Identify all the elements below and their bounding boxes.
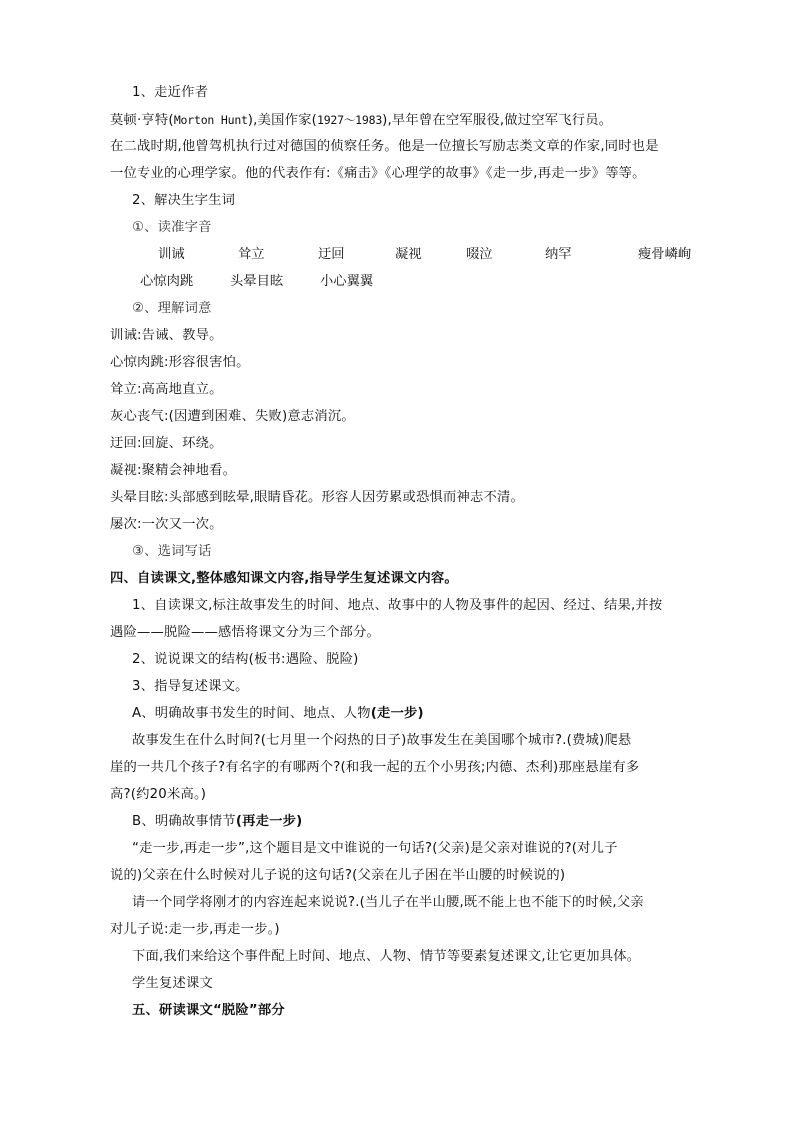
author-paragraph-line1 — [110, 111, 612, 130]
section-heading: 四、自读课文,整体感知课文内容,指导学生复述课文内容。 — [110, 571, 458, 586]
paragraph-line: 故事发生在什么时间?(七月里一个闷热的日子)故事发生在美国哪个城市?.(费城)爬悬 — [132, 733, 632, 748]
vocab-word: 小心翼翼 — [320, 274, 374, 289]
definition-line: 屡次:一次又一次。 — [110, 517, 223, 532]
point-a-heading — [132, 705, 424, 723]
section-title: 2、解决生字生词 — [132, 193, 236, 208]
vocab-word: 训诫 — [158, 247, 185, 262]
definition-line: 迂回:回旋、环绕。 — [110, 436, 223, 451]
vocab-word: 迂回 — [318, 247, 345, 262]
definition-line: 耸立:高高地直立。 — [110, 382, 223, 397]
vocab-word: 耸立 — [238, 247, 265, 262]
paragraph-line: 2、说说课文的结构(板书:遇险、脱险) — [132, 652, 359, 667]
definition-line: 灰心丧气:(因遭到困难、失败)意志消沉。 — [110, 409, 355, 424]
vocab-word: 心惊肉跳 — [140, 274, 194, 289]
text: A、明确故事书发生的时间、地点、人物 — [132, 706, 371, 721]
paragraph-line: 高?(约20米高。) — [110, 787, 207, 802]
paragraph-line: 下面,我们来给这个事件配上时间、地点、人物、情节等要素复述课文,让它更加具体。 — [132, 949, 641, 964]
vocab-word: 凝视 — [395, 247, 422, 262]
text: ),美国作家( — [247, 113, 317, 128]
paragraph-line: 崖的一共几个孩子?有名字的有哪两个?(和我一起的五个小男孩;内德、杰利)那座悬崖有多 — [110, 760, 640, 775]
paragraph-line: 遇险——脱险——感悟将课文分为三个部分。 — [110, 625, 380, 640]
text: 莫顿·亨特( — [110, 113, 174, 128]
author-years: 1927～1983 — [316, 113, 383, 127]
definition-line: 心惊肉跳:形容很害怕。 — [110, 355, 250, 370]
author-latin-name: Morton Hunt — [173, 113, 248, 127]
vocab-word: 啜泣 — [466, 247, 493, 262]
subsection-title: ③、选词写话 — [132, 544, 212, 559]
text: B、明确故事情节 — [132, 814, 236, 829]
paragraph-line: 1、自读课文,标注故事发生的时间、地点、故事中的人物及事件的起因、经过、结果,并按 — [132, 598, 663, 613]
author-paragraph-line2: 在二战时期,他曾驾机执行过对德国的侦察任务。他是一位擅长写励志类文章的作家,同时也是 — [110, 139, 659, 154]
paragraph-line: “走一步,再走一步”,这个题目是文中谁说的一句话?(父亲)是父亲对谁说的?(对儿子 — [132, 841, 618, 856]
paragraph-line: 说的)父亲在什么时候对儿子说的这句话?(父亲在儿子困在半山腰的时候说的) — [110, 868, 566, 883]
vocab-word: 头晕目眩 — [230, 274, 284, 289]
paragraph-line: 3、指导复述课文。 — [132, 679, 249, 694]
definition-line: 凝视:聚精会神地看。 — [110, 463, 237, 478]
section-heading: 五、研读课文“脱险”部分 — [132, 1003, 285, 1018]
subsection-title: ②、理解词意 — [132, 301, 212, 316]
vocab-word: 纳罕 — [545, 247, 572, 262]
section-title: 1、走近作者 — [132, 85, 209, 100]
bold-text: (再走一步) — [235, 814, 303, 829]
subsection-title: ①、读准字音 — [132, 220, 212, 235]
author-paragraph-line3: 一位专业的心理学家。他的代表作有:《痛击》《心理学的故事》《走一步,再走一步》等等。 — [110, 166, 646, 181]
definition-line: 头晕目眩:头部感到眩晕,眼睛昏花。形容人因劳累或恐惧而神志不清。 — [110, 490, 525, 505]
definition-line: 训诫:告诫、教导。 — [110, 328, 223, 343]
paragraph-line: 请一个同学将刚才的内容连起来说说?.(当儿子在半山腰,既不能上也不能下的时候,父亲 — [132, 895, 644, 910]
text: ),早年曾在空军服役,做过空军飞行员。 — [382, 113, 613, 128]
bold-text: (走一步) — [370, 706, 424, 721]
vocab-word: 瘦骨嶙峋 — [638, 247, 692, 262]
point-b-heading — [132, 813, 302, 831]
paragraph-line: 对儿子说:走一步,再走一步。) — [110, 922, 280, 937]
paragraph-line: 学生复述课文 — [132, 976, 213, 991]
